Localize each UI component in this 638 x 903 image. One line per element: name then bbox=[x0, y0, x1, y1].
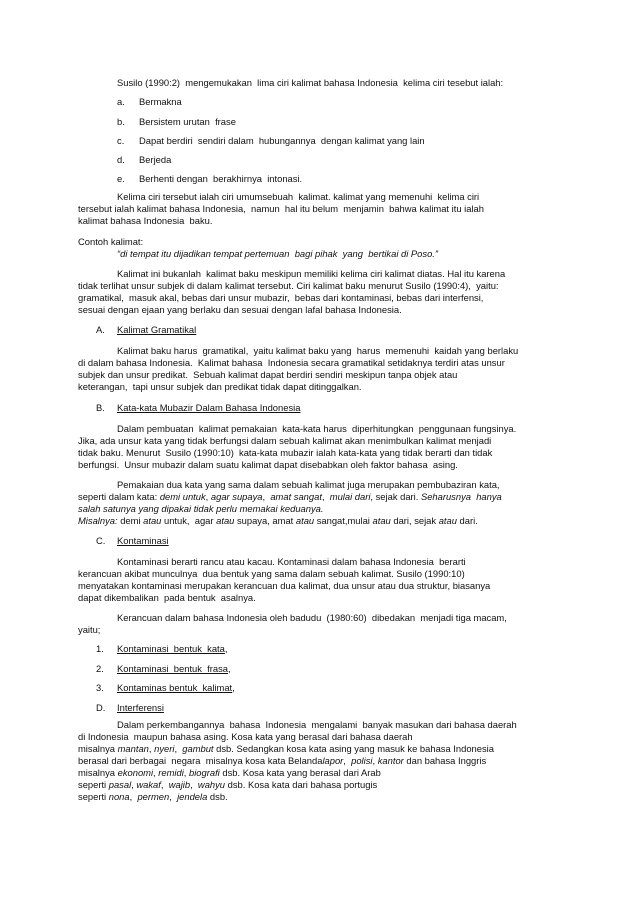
paragraph-line: Kalimat ini bukanlah kalimat baku meskipun memiliki kelima ciri kalimat diatas. Hal itu karena bbox=[117, 268, 506, 279]
list-item bbox=[117, 643, 228, 654]
paragraph-line: kerancuan akibat munculnya dua bentuk yang sama dalam sebuah kalimat. Susilo (1990:10) bbox=[78, 568, 465, 579]
text-run: , bbox=[190, 779, 198, 790]
text-run: misalnya bbox=[78, 767, 118, 778]
paragraph-line bbox=[78, 491, 502, 502]
paragraph-line: sesuai dengan ejaan yang berlaku dan sesuai dengan lafal bahasa Indonesia. bbox=[78, 304, 402, 315]
list-item-tail: , bbox=[232, 682, 235, 693]
text-run: sangat,mulai bbox=[314, 515, 373, 526]
italic-term: polisi bbox=[351, 755, 373, 766]
text-run: dsb. Kosa kata yang berasal dari Arab bbox=[219, 767, 381, 778]
section-marker: B. bbox=[96, 402, 105, 413]
italic-term: demi untuk bbox=[159, 491, 206, 502]
list-item-tail: , bbox=[228, 663, 231, 674]
paragraph-line: tersebut ialah kalimat bahasa Indonesia, namun hal itu belum menjamin bahwa kalimat itu ialah bbox=[78, 203, 484, 214]
criteria-marker: d. bbox=[117, 154, 125, 165]
paragraph-line: salah satunya yang dipakai tidak perlu memakai keduanya. bbox=[78, 503, 324, 514]
italic-term: wajib bbox=[168, 779, 191, 790]
text-run: , bbox=[148, 743, 155, 754]
criteria-marker: b. bbox=[117, 116, 125, 127]
italic-term: ekonomi bbox=[117, 767, 154, 778]
text-run: , bbox=[153, 767, 159, 778]
text-run: dari. bbox=[456, 515, 478, 526]
text-run: dan bahasa Inggris bbox=[403, 755, 487, 766]
text-run: berasal dari berbagai negara misalnya kosa kata Belanda bbox=[78, 755, 323, 766]
paragraph-line: di Indonesia maupun bahasa asing. Kosa kata yang berasal dari bahasa daerah bbox=[78, 731, 413, 742]
text-run: , bbox=[174, 743, 183, 754]
text-run: , sejak dari. bbox=[370, 491, 421, 502]
text-run: , bbox=[183, 767, 190, 778]
text-run: misalnya bbox=[78, 743, 118, 754]
paragraph-line: Jika, ada unsur kata yang tidak berfungsi dalam sebuah kalimat akan menimbulkan kalimat menjadi bbox=[78, 435, 492, 446]
italic-term: gambut bbox=[182, 743, 214, 754]
criteria-text: Berjeda bbox=[139, 154, 172, 165]
paragraph-line bbox=[78, 743, 494, 754]
paragraph-line: tidak baku. Menurut Susilo (1990:10) kata-kata mubazir ialah kata-kata yang tidak berarti dan tidak bbox=[78, 447, 493, 458]
paragraph-line: berfungsi. Unsur mubazir dalam suatu kalimat dapat disebabkan oleh faktor bahasa asing. bbox=[78, 459, 458, 470]
text-run: , bbox=[131, 779, 137, 790]
paragraph-line bbox=[78, 791, 228, 802]
text-run: , bbox=[343, 755, 352, 766]
italic-term: Seharusnya hanya bbox=[420, 491, 502, 502]
italic-term: atau bbox=[372, 515, 391, 526]
paragraph-line: keterangan, tapi unsur subjek dan predikat tidak dapat ditinggalkan. bbox=[78, 381, 362, 392]
section-heading: Kontaminasi bbox=[117, 535, 169, 546]
italic-term: lapor bbox=[322, 755, 344, 766]
text-run: , bbox=[169, 791, 178, 802]
list-item bbox=[117, 682, 235, 693]
text-run: , bbox=[262, 491, 271, 502]
list-marker: 3. bbox=[96, 682, 104, 693]
paragraph-line bbox=[78, 515, 478, 526]
italic-term: nona bbox=[108, 791, 130, 802]
criteria-text: Bersistem urutan frase bbox=[139, 116, 236, 127]
italic-term: mantan bbox=[117, 743, 149, 754]
text-run: untuk, agar bbox=[161, 515, 217, 526]
paragraph-line: Kontaminasi berarti rancu atau kacau. Kontaminasi dalam bahasa Indonesia berarti bbox=[117, 556, 466, 567]
section-heading: Kata-kata Mubazir Dalam Bahasa Indonesia bbox=[117, 402, 301, 413]
text-run: seperti bbox=[78, 791, 109, 802]
paragraph-line bbox=[78, 767, 381, 778]
italic-term: jendela bbox=[177, 791, 208, 802]
italic-term: kantor bbox=[377, 755, 404, 766]
paragraph-line: Dalam perkembangannya bahasa Indonesia mengalami banyak masukan dari bahasa daerah bbox=[117, 719, 517, 730]
text-run: supaya, amat bbox=[234, 515, 296, 526]
paragraph-line: gramatikal, masuk akal, bebas dari unsur mubazir, bebas dari kontaminasi, bebas dari interfensi, bbox=[78, 292, 484, 303]
criteria-marker: e. bbox=[117, 173, 125, 184]
italic-term: atau bbox=[438, 515, 457, 526]
italic-term: agar supaya bbox=[210, 491, 263, 502]
italic-term: nyeri bbox=[154, 743, 175, 754]
italic-term: amat sangat bbox=[270, 491, 322, 502]
paragraph-line bbox=[78, 779, 377, 790]
section-heading: Interferensi bbox=[117, 702, 164, 713]
section-marker: D. bbox=[96, 702, 106, 713]
criteria-text: Berhenti dengan berakhirnya intonasi. bbox=[139, 173, 303, 184]
paragraph-line: tidak terlihat unsur subjek di dalam kalimat tersebut. Ciri kalimat baku menurut Susilo (1990:4), yaitu: bbox=[78, 280, 499, 291]
example-label: Contoh kalimat: bbox=[78, 236, 144, 247]
list-item-text: Kontaminasi bentuk frasa bbox=[117, 663, 228, 674]
text-run: dsb. Sedangkan kosa kata asing yang masuk ke bahasa Indonesia bbox=[213, 743, 494, 754]
paragraph-line: yaitu; bbox=[78, 624, 101, 635]
paragraph-line: subjek dan unsur predikat. Sebuah kalimat dapat berdiri sendiri meskipun tanpa objek atau bbox=[78, 369, 458, 380]
italic-term: Misalnya: bbox=[78, 515, 118, 526]
text-run: seperti bbox=[78, 779, 109, 790]
text-run: , bbox=[321, 491, 330, 502]
paragraph-line: Dalam pembuatan kalimat pemakaian kata-kata harus diperhitungkan penggunaan fungsinya. bbox=[117, 423, 517, 434]
criteria-marker: c. bbox=[117, 135, 125, 146]
section-heading: Kalimat Gramatikal bbox=[117, 324, 197, 335]
italic-term: biografi bbox=[189, 767, 220, 778]
text-run: dari, sejak bbox=[390, 515, 439, 526]
italic-term: mulai dari bbox=[329, 491, 371, 502]
criteria-text: Dapat berdiri sendiri dalam hubungannya dengan kalimat yang lain bbox=[139, 135, 425, 146]
intro-line: Susilo (1990:2) mengemukakan lima ciri kalimat bahasa Indonesia kelima ciri tesebut ialah: bbox=[117, 77, 504, 88]
list-item-tail: , bbox=[224, 643, 228, 654]
paragraph-line: kalimat bahasa Indonesia baku. bbox=[78, 215, 213, 226]
italic-term: atau bbox=[295, 515, 315, 526]
paragraph-line: dapat dikembalikan pada bentuk asalnya. bbox=[78, 592, 256, 603]
italic-term: remidi bbox=[158, 767, 184, 778]
list-item-text: Kontaminas bentuk kalimat bbox=[117, 682, 233, 693]
text-run: , bbox=[129, 791, 138, 802]
criteria-text: Bermakna bbox=[139, 96, 182, 107]
paragraph-line: di dalam bahasa Indonesia. Kalimat bahasa Indonesia secara gramatikal setidaknya terdiri atas unsur bbox=[78, 357, 505, 368]
text-run: dsb. Kosa kata dari bahasa portugis bbox=[225, 779, 378, 790]
text-run: seperti dalam kata: bbox=[78, 491, 160, 502]
italic-term: permen bbox=[137, 791, 170, 802]
example-sentence: “di tempat itu dijadikan tempat pertemuan bagi pihak yang bertikai di Poso.” bbox=[117, 248, 439, 259]
italic-term: pasal bbox=[108, 779, 132, 790]
list-marker: 2. bbox=[96, 663, 104, 674]
criteria-marker: a. bbox=[117, 96, 125, 107]
italic-term: atau bbox=[143, 515, 162, 526]
paragraph-line: Kelima ciri tersebut ialah ciri umumsebuah kalimat. kalimat yang memenuhi kelima ciri bbox=[117, 191, 480, 202]
italic-term: wakaf bbox=[136, 779, 161, 790]
section-marker: C. bbox=[96, 535, 106, 546]
paragraph-line: menyatakan kontaminasi merupakan kerancuan dua kalimat, dua unsur atau dua struktur, biasanya bbox=[78, 580, 491, 591]
paragraph-line: Kalimat baku harus gramatikal, yaitu kalimat baku yang harus memenuhi kaidah yang berlaku bbox=[117, 345, 519, 356]
text-run: , bbox=[205, 491, 211, 502]
paragraph-line bbox=[78, 755, 486, 766]
list-marker: 1. bbox=[96, 643, 104, 654]
paragraph-line: Pemakaian dua kata yang sama dalam sebuah kalimat juga merupakan pembubaziran kata, bbox=[117, 479, 500, 490]
list-item-text: Kontaminasi bentuk kata bbox=[117, 643, 225, 654]
section-marker: A. bbox=[96, 324, 105, 335]
paragraph-line: Kerancuan dalam bahasa Indonesia oleh badudu (1980:60) dibedakan menjadi tiga macam, bbox=[117, 612, 507, 623]
text-run: dsb. bbox=[207, 791, 228, 802]
text-run: , bbox=[372, 755, 378, 766]
italic-term: wahyu bbox=[197, 779, 226, 790]
text-run: , bbox=[160, 779, 169, 790]
list-item bbox=[117, 663, 231, 674]
italic-term: atau bbox=[216, 515, 235, 526]
text-run: demi bbox=[117, 515, 144, 526]
